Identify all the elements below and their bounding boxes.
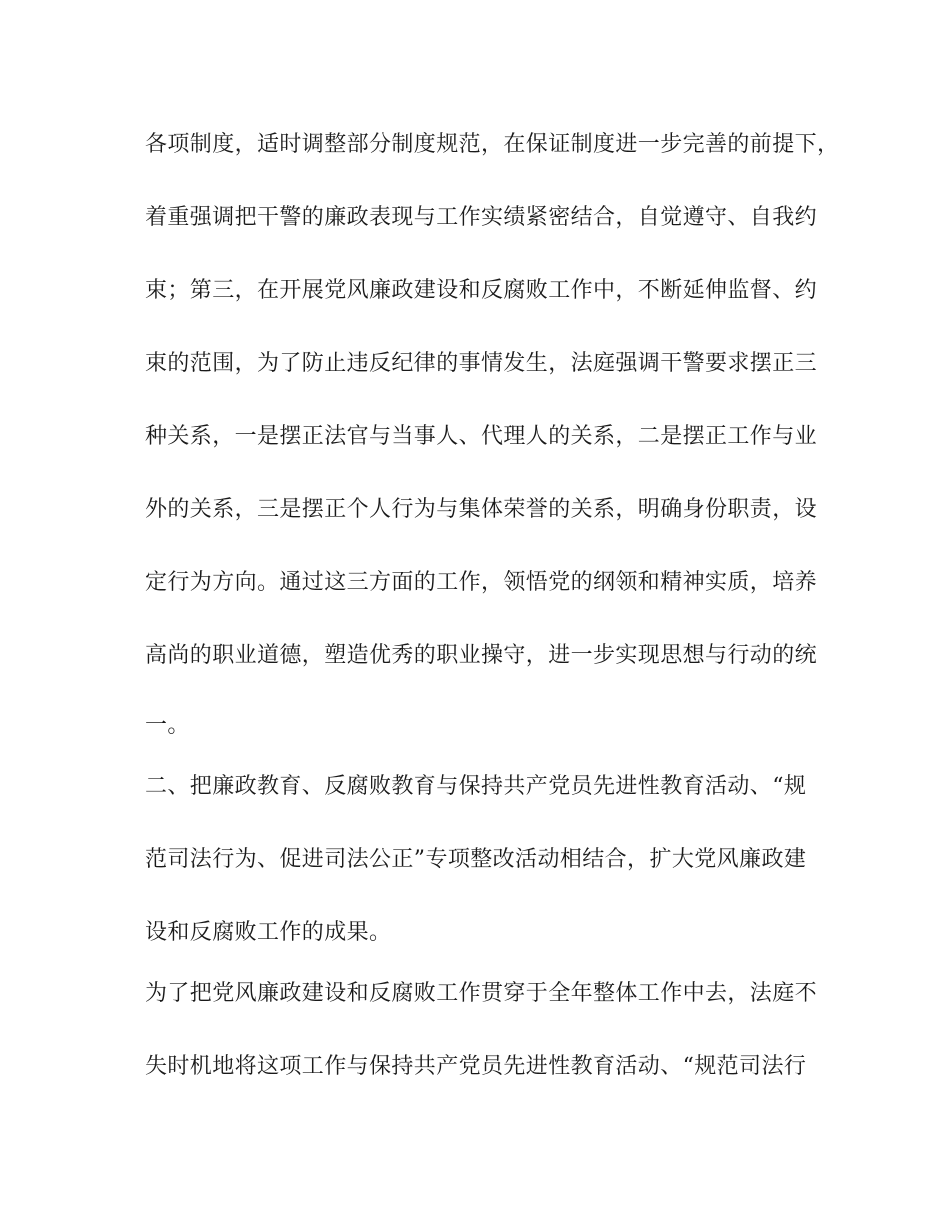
paragraph-1-line-1: 各项制度，适时调整部分制度规范，在保证制度进一步完善的前提下，	[145, 132, 840, 157]
paragraph-1-line-9: 一。	[145, 713, 190, 738]
paragraph-1-line-7: 定行为方向。通过这三方面的工作，领悟党的纲领和精神实质，培养	[145, 570, 818, 595]
paragraph-1-line-3: 束；第三，在开展党风廉政建设和反腐败工作中，不断延伸监督、约	[145, 278, 818, 303]
section-heading-line-1: 二、把廉政教育、反腐败教育与保持共产党员先进性教育活动、“规	[145, 774, 807, 799]
paragraph-1-line-6: 外的关系，三是摆正个人行为与集体荣誉的关系，明确身份职责，设	[145, 497, 818, 522]
paragraph-1-line-2: 着重强调把干警的廉政表现与工作实绩紧密结合，自觉遵守、自我约	[145, 205, 818, 230]
section-heading-line-2: 范司法行为、促进司法公正”专项整改活动相结合，扩大党风廉政建	[145, 847, 807, 872]
paragraph-1-line-8: 高尚的职业道德，塑造优秀的职业操守，进一步实现思想与行动的统	[145, 643, 818, 668]
paragraph-1-line-5: 种关系，一是摆正法官与当事人、代理人的关系，二是摆正工作与业	[145, 424, 818, 449]
paragraph-1-line-4: 束的范围，为了防止违反纪律的事情发生，法庭强调干警要求摆正三	[145, 351, 818, 376]
paragraph-2-line-2: 失时机地将这项工作与保持共产党员先进性教育活动、“规范司法行	[145, 1054, 807, 1079]
section-heading-line-3: 设和反腐败工作的成果。	[145, 920, 392, 945]
paragraph-2-line-1: 为了把党风廉政建设和反腐败工作贯穿于全年整体工作中去，法庭不	[145, 981, 818, 1006]
